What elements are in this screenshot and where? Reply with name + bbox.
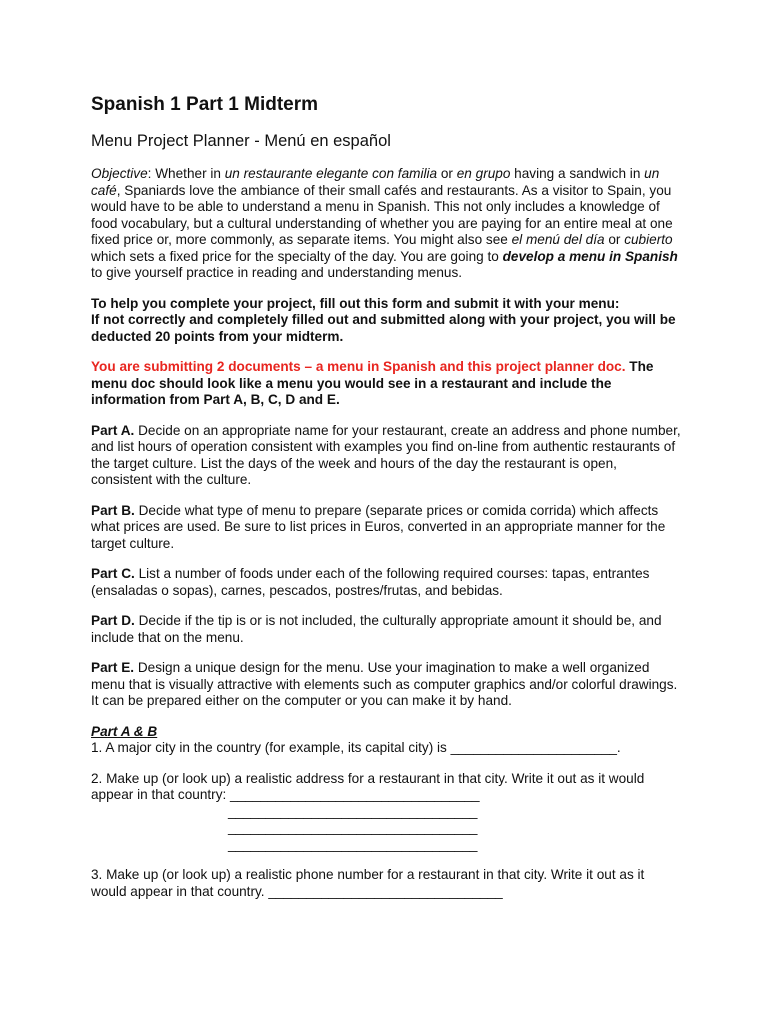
address-line-4: _________________________________ (228, 836, 478, 852)
objective-label: Objective (91, 166, 148, 181)
part-ab-section (91, 724, 681, 757)
question-1: 1. A major city in the country (for example, its capital city) is ______________________. (91, 740, 621, 755)
part-e-paragraph: Part E. Design a unique design for the menu. Use your imagination to make a well organized menu that is visually attractive with elements such as computer graphics and/or colorful drawings. It can be prepared either on the computer or you can make it by hand. (91, 660, 678, 708)
objective-paragraph: Objective: Whether in un restaurante elegante con familia or en grupo having a sandwich in un café, Spaniards love the ambiance of their small cafés and restaurants. As a visitor to Spain, you would have to be able to understand a menu in Spanish. This not only includes a knowledge of food vocabulary, but a cultural understanding of whether you are paying for an entire meal at one fixed price or, more commonly, as separate items. You might also see el menú del día or cubierto which sets a fixed price for the specialty of the day. You are going to develop a menu in Spanish to give yourself practice in reading and understanding menus. (91, 166, 678, 280)
submitting-notice-red: You are submitting 2 documents – a menu in Spanish and this project planner doc. (91, 359, 626, 374)
part-d-paragraph: Part D. Decide if the tip is or is not included, the culturally appropriate amount it should be, and include that on the menu. (91, 613, 662, 645)
question-3: 3. Make up (or look up) a realistic phone number for a restaurant in that city. Write it out as it would appear in that country. _______________________________ (91, 867, 645, 899)
help-instructions: To help you complete your project, fill out this form and submit it with your menu: If not correctly and completely filled out and submitted along with your project, you will be deducted 20 points from your midterm. (91, 295, 676, 344)
document-subtitle: Menu Project Planner - Menú en español (91, 132, 391, 150)
part-b-paragraph: Part B. Decide what type of menu to prepare (separate prices or comida corrida) which affects what prices are used. Be sure to list prices in Euros, converted in an appropriate manner for the target culture. (91, 502, 666, 551)
submitting-notice: You are submitting 2 documents – a menu in Spanish and this project planner doc. The menu doc should look like a menu you would see in a restaurant and include the information from Part A, B, C, D and E. (91, 359, 654, 407)
document-page (91, 92, 681, 900)
part-c-paragraph: Part C. List a number of foods under each of the following required courses: tapas, entrantes (ensaladas o sopas), carnes, pescados, postres/frutas, and bebidas. (91, 566, 650, 598)
part-ab-heading: Part A & B (91, 723, 158, 739)
address-line-2: _________________________________ (228, 803, 478, 819)
address-line-3: _________________________________ (228, 820, 478, 835)
document-title: Spanish 1 Part 1 Midterm (91, 94, 319, 115)
question-2: 2. Make up (or look up) a realistic address for a restaurant in that city. Write it out as it would appear in that country: _________________________________ _________________________________ _________________________________ _________________________________ (91, 771, 681, 854)
part-a-paragraph: Part A. Decide on an appropriate name for your restaurant, create an address and phone number, and list hours of operation consistent with examples you find on-line from authentic restaurants of the target culture. List the days of the week and hours of the day the restaurant is open, consistent with the culture. (91, 422, 681, 487)
